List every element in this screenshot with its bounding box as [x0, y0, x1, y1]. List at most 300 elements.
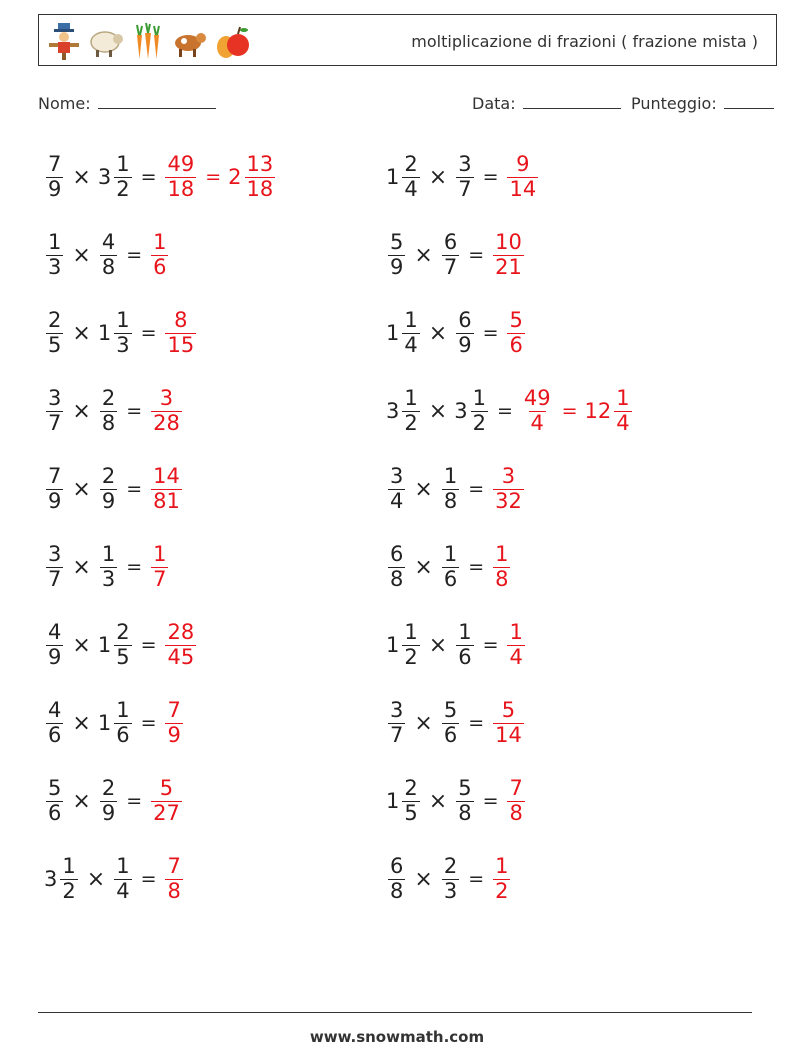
- times-sign: ×: [72, 398, 91, 424]
- mixed-number: [149, 777, 184, 824]
- fraction: [402, 621, 419, 668]
- fraction: [165, 309, 196, 356]
- whole-part: 12: [584, 399, 612, 423]
- fraction: [165, 153, 196, 200]
- numerator: 1: [509, 620, 523, 645]
- numerator: 1: [443, 464, 458, 489]
- mixed-number: [112, 855, 133, 902]
- fraction: [151, 543, 168, 590]
- denominator: 7: [458, 176, 472, 201]
- equals-sign: =: [205, 166, 222, 188]
- numerator: 7: [48, 464, 62, 489]
- times-sign: ×: [72, 710, 91, 736]
- mixed-number: [520, 387, 555, 434]
- carrots-icon: [129, 21, 167, 61]
- fraction: [507, 621, 524, 668]
- mixed-number: [440, 855, 461, 902]
- whole-part: 2: [228, 165, 242, 189]
- mixed-number: [386, 465, 407, 512]
- mixed-number: [386, 309, 422, 356]
- numerator: 1: [116, 854, 130, 879]
- numerator: 3: [159, 386, 174, 411]
- denominator: 8: [101, 410, 116, 435]
- mixed-number: [505, 309, 526, 356]
- name-blank[interactable]: [98, 92, 216, 109]
- numerator: 2: [101, 386, 116, 411]
- equals-sign: =: [482, 790, 499, 812]
- denominator: 8: [458, 800, 472, 825]
- mixed-number: [386, 231, 407, 278]
- equals-sign: =: [482, 166, 499, 188]
- denominator: 3: [443, 878, 458, 903]
- scarecrow-icon: [45, 21, 83, 61]
- fraction: [507, 309, 524, 356]
- denominator: 8: [443, 488, 458, 513]
- footer-divider: [38, 1012, 752, 1013]
- numerator: 3: [458, 152, 472, 177]
- mixed-number: [386, 777, 422, 824]
- whole-part: 3: [97, 165, 112, 189]
- times-sign: ×: [72, 788, 91, 814]
- equals-sign: =: [468, 712, 485, 734]
- fraction: [614, 387, 631, 434]
- fraction: [493, 465, 524, 512]
- fraction: [456, 309, 473, 356]
- whole-part: 1: [97, 633, 112, 657]
- denominator: 3: [116, 332, 130, 357]
- denominator: 9: [48, 488, 62, 513]
- fraction: [46, 153, 63, 200]
- times-sign: ×: [414, 866, 433, 892]
- numerator: 1: [116, 698, 130, 723]
- denominator: 3: [48, 254, 62, 279]
- numerator: 1: [458, 620, 472, 645]
- numerator: 1: [116, 152, 130, 177]
- mixed-number: [454, 777, 475, 824]
- mixed-number: [98, 465, 119, 512]
- problem-row: [386, 528, 634, 606]
- times-sign: ×: [428, 320, 448, 346]
- problems-right-column: [386, 138, 634, 918]
- mixed-number: [163, 309, 198, 356]
- denominator: 9: [101, 488, 116, 513]
- denominator: 4: [530, 410, 544, 435]
- denominator: 27: [153, 800, 180, 825]
- denominator: 6: [443, 566, 458, 591]
- mixed-number: [98, 543, 119, 590]
- fraction: [165, 699, 182, 746]
- problem-row: [44, 762, 277, 840]
- denominator: 5: [404, 800, 418, 825]
- fraction: [151, 465, 182, 512]
- mixed-number: [44, 387, 65, 434]
- problem-row: [44, 840, 277, 918]
- mixed-number: [44, 699, 65, 746]
- denominator: 2: [495, 878, 509, 903]
- fraction: [46, 777, 63, 824]
- numerator: 1: [116, 308, 130, 333]
- problem-row: [44, 372, 277, 450]
- fraction: [100, 543, 117, 590]
- numerator: 7: [167, 854, 181, 879]
- fraction: [402, 777, 419, 824]
- fraction: [46, 465, 63, 512]
- whole-part: 1: [386, 165, 400, 189]
- numerator: 6: [390, 542, 404, 567]
- equals-sign: =: [126, 790, 143, 812]
- times-sign: ×: [428, 632, 448, 658]
- mixed-number: [44, 153, 65, 200]
- numerator: 2: [404, 152, 418, 177]
- denominator: 7: [153, 566, 167, 591]
- fraction: [165, 621, 196, 668]
- times-sign: ×: [414, 476, 433, 502]
- mixed-number: [440, 699, 461, 746]
- denominator: 2: [116, 176, 130, 201]
- numerator: 1: [495, 542, 509, 567]
- numerator: 5: [509, 308, 523, 333]
- fraction: [46, 699, 63, 746]
- fraction: [114, 855, 131, 902]
- equals-sign: =: [126, 400, 143, 422]
- fraction: [388, 543, 405, 590]
- equals-sign: =: [468, 556, 485, 578]
- denominator: 2: [472, 410, 486, 435]
- numerator: 49: [167, 152, 195, 177]
- cow-icon: [171, 21, 209, 61]
- mixed-number: [386, 855, 407, 902]
- numerator: 2: [404, 776, 418, 801]
- mixed-number: [44, 777, 65, 824]
- denominator: 4: [404, 332, 418, 357]
- equals-sign: =: [126, 478, 143, 500]
- mixed-number: [98, 387, 119, 434]
- fraction: [493, 543, 510, 590]
- fraction: [100, 387, 117, 434]
- numerator: 13: [246, 152, 274, 177]
- numerator: 1: [404, 308, 418, 333]
- date-field[interactable]: [472, 92, 621, 113]
- fraction: [471, 387, 488, 434]
- fraction: [46, 231, 63, 278]
- numerator: 7: [167, 698, 181, 723]
- numerator: 28: [167, 620, 195, 645]
- numerator: 3: [390, 698, 404, 723]
- numerator: 5: [390, 230, 404, 255]
- date-label: Data:: [472, 94, 516, 113]
- problem-row: [44, 684, 277, 762]
- denominator: 5: [48, 332, 62, 357]
- mixed-number: [44, 855, 80, 902]
- mixed-number: [491, 543, 512, 590]
- fraction: [46, 309, 63, 356]
- denominator: 9: [101, 800, 116, 825]
- score-label: Punteggio:: [631, 94, 717, 113]
- denominator: 9: [48, 644, 62, 669]
- numerator: 1: [62, 854, 76, 879]
- numerator: 3: [48, 542, 62, 567]
- denominator: 4: [390, 488, 404, 513]
- fraction: [114, 699, 131, 746]
- numerator: 3: [390, 464, 404, 489]
- times-sign: ×: [428, 164, 448, 190]
- equals-sign: =: [468, 478, 485, 500]
- times-sign: ×: [72, 242, 91, 268]
- equals-sign: =: [140, 634, 157, 656]
- mixed-number: [454, 621, 475, 668]
- whole-part: 1: [386, 789, 400, 813]
- numerator: 1: [153, 230, 167, 255]
- fraction: [100, 777, 117, 824]
- fraction: [493, 231, 524, 278]
- numerator: 2: [443, 854, 458, 879]
- fraction: [60, 855, 77, 902]
- mixed-number: [386, 153, 422, 200]
- fraction: [442, 231, 459, 278]
- numerator: 14: [153, 464, 180, 489]
- fraction: [442, 543, 459, 590]
- numerator: 4: [48, 620, 62, 645]
- mixed-number: [454, 153, 475, 200]
- denominator: 45: [167, 644, 195, 669]
- problem-row: [44, 606, 277, 684]
- denominator: 6: [509, 332, 523, 357]
- numerator: 6: [443, 230, 458, 255]
- denominator: 8: [509, 800, 523, 825]
- mixed-number: [491, 699, 526, 746]
- equals-sign: =: [126, 556, 143, 578]
- mixed-number: [98, 699, 134, 746]
- mixed-number: [386, 543, 407, 590]
- numerator: 1: [472, 386, 486, 411]
- numerator: 1: [404, 386, 418, 411]
- denominator: 6: [48, 800, 62, 825]
- mixed-number: [149, 543, 170, 590]
- sheep-icon: [87, 21, 125, 61]
- numerator: 5: [48, 776, 62, 801]
- mixed-number: [491, 465, 526, 512]
- problem-row: [44, 528, 277, 606]
- denominator: 7: [443, 254, 458, 279]
- denominator: 3: [101, 566, 116, 591]
- times-sign: ×: [428, 398, 448, 424]
- times-sign: ×: [72, 164, 91, 190]
- equals-sign: =: [140, 166, 157, 188]
- numerator: 7: [48, 152, 62, 177]
- denominator: 8: [167, 878, 181, 903]
- denominator: 7: [48, 410, 62, 435]
- times-sign: ×: [414, 242, 433, 268]
- mixed-number: [585, 387, 634, 434]
- denominator: 2: [62, 878, 76, 903]
- date-blank[interactable]: [523, 92, 621, 109]
- equals-sign: =: [468, 868, 485, 890]
- mixed-number: [505, 621, 526, 668]
- problem-row: [386, 294, 634, 372]
- problem-row: [386, 840, 634, 918]
- fraction: [456, 153, 473, 200]
- fraction: [456, 621, 473, 668]
- denominator: 7: [48, 566, 62, 591]
- denominator: 18: [246, 176, 274, 201]
- name-field[interactable]: [38, 92, 216, 113]
- mixed-number: [228, 153, 277, 200]
- mixed-number: [163, 855, 184, 902]
- numerator: 3: [501, 464, 516, 489]
- denominator: 14: [509, 176, 537, 201]
- numerator: 6: [458, 308, 472, 333]
- whole-part: 1: [386, 321, 400, 345]
- numerator: 9: [516, 152, 530, 177]
- mixed-number: [98, 231, 119, 278]
- numerator: 2: [101, 776, 116, 801]
- fraction: [46, 621, 63, 668]
- numerator: 5: [458, 776, 472, 801]
- denominator: 8: [495, 566, 509, 591]
- mixed-number: [44, 621, 65, 668]
- whole-part: 3: [386, 399, 400, 423]
- numerator: 5: [443, 698, 458, 723]
- mixed-number: [98, 621, 134, 668]
- denominator: 4: [616, 410, 630, 435]
- fraction: [507, 153, 538, 200]
- fraction: [442, 465, 459, 512]
- denominator: 9: [458, 332, 472, 357]
- denominator: 7: [390, 722, 404, 747]
- footer-url: www.snowmath.com: [309, 1028, 485, 1046]
- mixed-number: [505, 777, 526, 824]
- fraction: [442, 855, 459, 902]
- fruit-icon: [213, 21, 251, 61]
- fraction: [100, 465, 117, 512]
- mixed-number: [454, 309, 475, 356]
- whole-part: 1: [386, 633, 400, 657]
- equals-sign: =: [561, 400, 578, 422]
- fraction: [114, 309, 131, 356]
- numerator: 8: [174, 308, 188, 333]
- denominator: 32: [495, 488, 522, 513]
- fraction: [388, 699, 405, 746]
- numerator: 7: [509, 776, 523, 801]
- numerator: 4: [101, 230, 116, 255]
- numerator: 2: [48, 308, 62, 333]
- name-label: Nome:: [38, 94, 91, 113]
- fraction: [442, 699, 459, 746]
- fraction: [388, 465, 405, 512]
- denominator: 5: [116, 644, 130, 669]
- problem-row: [386, 216, 634, 294]
- denominator: 9: [167, 722, 181, 747]
- numerator: 2: [116, 620, 130, 645]
- score-field[interactable]: [631, 92, 774, 113]
- numerator: 10: [495, 230, 522, 255]
- whole-part: 1: [97, 711, 112, 735]
- fraction: [46, 543, 63, 590]
- mixed-number: [491, 231, 526, 278]
- problem-row: [44, 450, 277, 528]
- problem-row: [386, 684, 634, 762]
- problem-row: [44, 138, 277, 216]
- times-sign: ×: [86, 866, 106, 892]
- denominator: 9: [48, 176, 62, 201]
- equals-sign: =: [140, 322, 157, 344]
- problem-row: [386, 762, 634, 840]
- worksheet-header: [38, 14, 777, 66]
- denominator: 6: [116, 722, 130, 747]
- mixed-number: [149, 231, 170, 278]
- fraction: [402, 387, 419, 434]
- equals-sign: =: [482, 322, 499, 344]
- mixed-number: [44, 465, 65, 512]
- denominator: 6: [443, 722, 458, 747]
- times-sign: ×: [72, 554, 91, 580]
- equals-sign: =: [482, 634, 499, 656]
- score-blank[interactable]: [724, 92, 774, 109]
- times-sign: ×: [428, 788, 448, 814]
- denominator: 8: [390, 878, 404, 903]
- denominator: 21: [495, 254, 522, 279]
- denominator: 6: [458, 644, 472, 669]
- fraction: [507, 777, 524, 824]
- fraction: [402, 309, 419, 356]
- problem-row: [386, 372, 634, 450]
- mixed-number: [163, 621, 198, 668]
- fraction: [151, 387, 182, 434]
- numerator: 1: [495, 854, 509, 879]
- denominator: 2: [404, 644, 418, 669]
- denominator: 8: [101, 254, 116, 279]
- problem-row: [44, 294, 277, 372]
- mixed-number: [163, 153, 198, 200]
- fraction: [100, 231, 117, 278]
- fraction: [493, 855, 510, 902]
- header-icons: [45, 19, 251, 63]
- problem-row: [44, 216, 277, 294]
- numerator: 1: [101, 542, 116, 567]
- numerator: 49: [523, 386, 551, 411]
- fraction: [151, 231, 168, 278]
- numerator: 1: [153, 542, 167, 567]
- denominator: 8: [390, 566, 404, 591]
- whole-part: 3: [454, 399, 468, 423]
- denominator: 4: [509, 644, 523, 669]
- mixed-number: [491, 855, 512, 902]
- mixed-number: [386, 699, 407, 746]
- numerator: 2: [101, 464, 116, 489]
- mixed-number: [149, 387, 184, 434]
- problem-row: [386, 606, 634, 684]
- equals-sign: =: [496, 400, 513, 422]
- worksheet-title: moltiplicazione di frazioni ( frazione mista ): [411, 32, 758, 51]
- numerator: 3: [48, 386, 62, 411]
- numerator: 4: [48, 698, 62, 723]
- mixed-number: [386, 387, 422, 434]
- numerator: 1: [443, 542, 458, 567]
- denominator: 6: [48, 722, 62, 747]
- fraction: [402, 153, 419, 200]
- denominator: 4: [116, 878, 130, 903]
- equals-sign: =: [140, 712, 157, 734]
- denominator: 28: [153, 410, 180, 435]
- mixed-number: [98, 153, 134, 200]
- mixed-number: [505, 153, 540, 200]
- denominator: 4: [404, 176, 418, 201]
- times-sign: ×: [72, 320, 91, 346]
- fraction: [388, 855, 405, 902]
- whole-part: 1: [97, 321, 112, 345]
- fraction: [388, 231, 405, 278]
- times-sign: ×: [414, 554, 433, 580]
